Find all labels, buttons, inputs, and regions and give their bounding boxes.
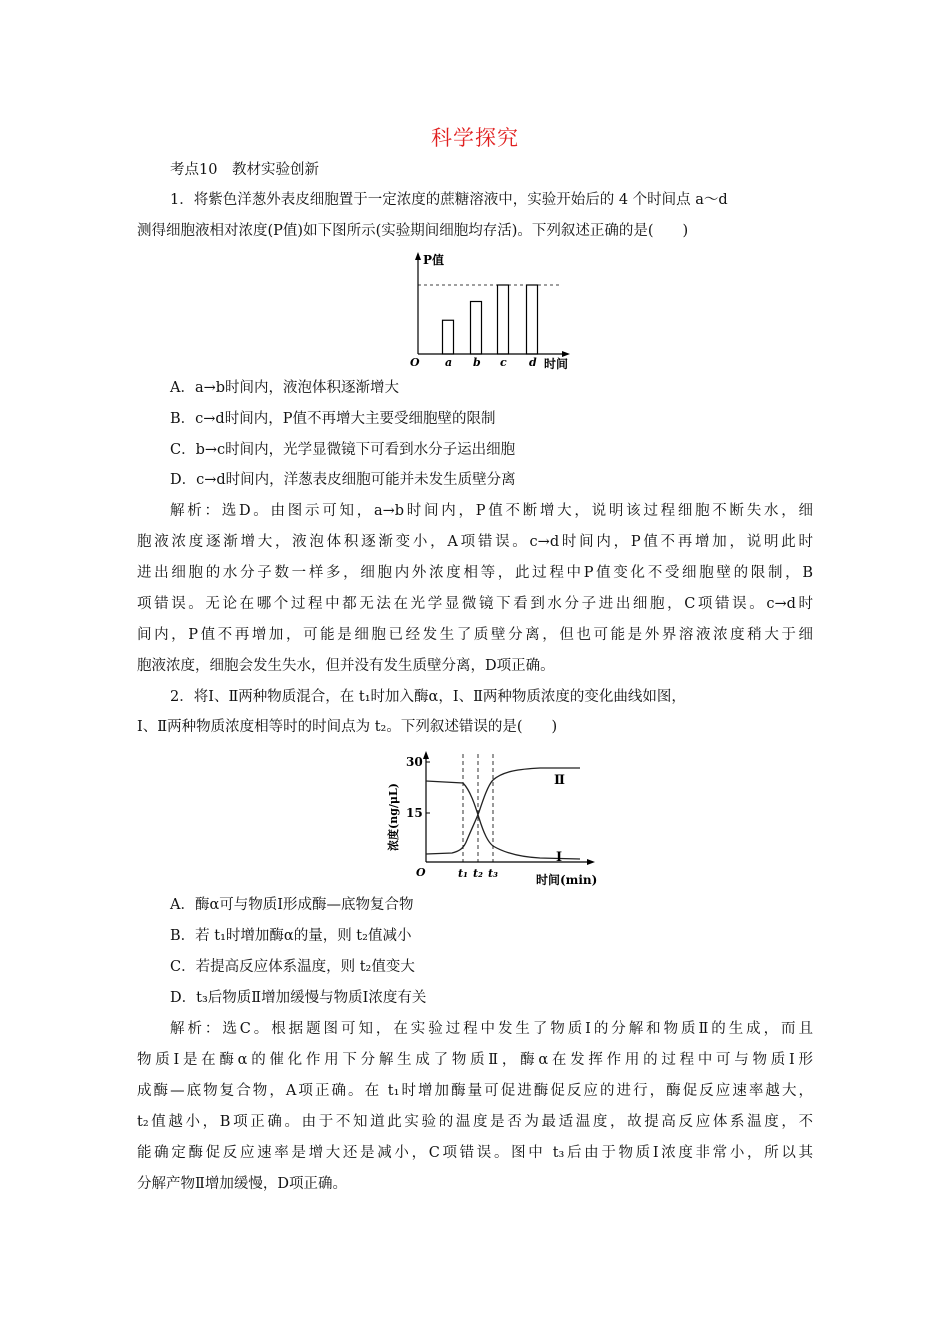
q2-analysis-line: t₂值越小，B项正确。由于不知道此实验的温度是否为最适温度，故提高反应体系温度，不 bbox=[137, 1114, 813, 1130]
origin-label: O bbox=[410, 356, 420, 369]
q2-stem-line1: 2．将Ⅰ、Ⅱ两种物质混合，在 t₁时加入酶α，Ⅰ、Ⅱ两种物质浓度的变化曲线如图， bbox=[170, 689, 686, 705]
q1-bar-chart bbox=[400, 250, 580, 375]
q2-option-c: C．若提高反应体系温度，则 t₂值变大 bbox=[170, 959, 415, 975]
series-ii-label: Ⅱ bbox=[554, 773, 565, 788]
q2-analysis-line: 成酶—底物复合物，A项正确。在 t₁时增加酶量可促进酶促反应的进行，酶促反应速率越大， bbox=[137, 1083, 813, 1099]
x-tick-label-d: d bbox=[529, 356, 537, 369]
q1-analysis-line: 项错误。无论在哪个过程中都无法在光学显微镜下看到水分子进出细胞，C项错误。c→d时 bbox=[137, 596, 813, 612]
y-tick-label-30: 30 bbox=[406, 755, 423, 769]
q1-analysis-line: 进出细胞的水分子数一样多，细胞内外浓度相等，此过程中P值变化不受细胞壁的限制，B bbox=[137, 565, 813, 581]
q2-stem-line2: Ⅰ、Ⅱ两种物质浓度相等时的时间点为 t₂。下列叙述错误的是( ) bbox=[137, 719, 558, 735]
x-axis-label: 时间 bbox=[544, 357, 569, 371]
q2-option-a: A．酶α可与物质Ⅰ形成酶—底物复合物 bbox=[170, 897, 414, 913]
x-tick-label-a: a bbox=[445, 356, 453, 369]
q2-option-b: B．若 t₁时增加酶α的量，则 t₂值减小 bbox=[170, 928, 412, 944]
origin-label: O bbox=[416, 866, 426, 879]
q2-analysis-line: 能确定酶促反应速率是增大还是减小，C项错误。图中 t₃后由于物质Ⅰ浓度非常小，所以其 bbox=[137, 1145, 813, 1161]
series-i-label: Ⅰ bbox=[556, 850, 563, 865]
y-tick-label-15: 15 bbox=[406, 806, 423, 820]
q2-option-d: D．t₃后物质Ⅱ增加缓慢与物质Ⅰ浓度有关 bbox=[170, 990, 427, 1006]
bar-a bbox=[443, 320, 454, 354]
q1-stem-line1: 1．将紫色洋葱外表皮细胞置于一定浓度的蔗糖溶液中，实验开始后的 4 个时间点 a～d bbox=[170, 192, 728, 208]
q1-option-d: D．c→d时间内，洋葱表皮细胞可能并未发生质壁分离 bbox=[170, 472, 516, 488]
q1-analysis-line: 胞液浓度，细胞会发生失水，但并没有发生质壁分离，D项正确。 bbox=[137, 658, 555, 674]
x-tick-label-t3: t₃ bbox=[488, 867, 498, 880]
x-tick-label-t1: t₁ bbox=[458, 867, 468, 880]
q1-option-b: B．c→d时间内，P值不再增大主要受细胞壁的限制 bbox=[170, 411, 496, 427]
q2-analysis-line: 物质Ⅰ是在酶α的催化作用下分解生成了物质Ⅱ，酶α在发挥作用的过程中可与物质Ⅰ形 bbox=[137, 1052, 813, 1068]
y-axis-arrow bbox=[415, 252, 421, 260]
q1-option-c: C．b→c时间内，光学显微镜下可看到水分子运出细胞 bbox=[170, 442, 516, 458]
q1-analysis-line: 间内，P值不再增加，可能是细胞已经发生了质壁分离，但也可能是外界溶液浓度稍大于细 bbox=[137, 627, 813, 643]
x-tick-label-t2: t₂ bbox=[473, 867, 483, 880]
q1-analysis-line: 胞液浓度逐渐增大，液泡体积逐渐变小，A项错误。c→d时间内，P值不再增加，说明此时 bbox=[137, 534, 813, 550]
q1-stem-line2: 测得细胞液相对浓度(P值)如下图所示(实验期间细胞均存活)。下列叙述正确的是( ) bbox=[137, 223, 689, 239]
q1-option-a: A．a→b时间内，液泡体积逐渐增大 bbox=[170, 380, 400, 396]
x-axis-arrow bbox=[587, 859, 595, 865]
series-i-curve bbox=[426, 781, 580, 859]
q1-analysis-line: 解析：选D。由图示可知，a→b时间内，P值不断增大，说明该过程细胞不断失水，细 bbox=[170, 503, 813, 519]
y-axis-label: P值 bbox=[423, 253, 445, 267]
q2-analysis-line: 分解产物Ⅱ增加缓慢，D项正确。 bbox=[137, 1176, 347, 1192]
bar-d bbox=[527, 285, 538, 354]
page-title: 科学探究 bbox=[431, 126, 519, 150]
y-axis-label: 浓度(ng/μL) bbox=[387, 783, 400, 851]
y-axis-arrow bbox=[423, 751, 429, 759]
q2-analysis-line: 解析：选C。根据题图可知，在实验过程中发生了物质Ⅰ的分解和物质Ⅱ的生成，而且 bbox=[170, 1021, 813, 1037]
q2-line-chart bbox=[380, 750, 610, 890]
section-heading: 考点10 教材实验创新 bbox=[170, 162, 319, 178]
x-axis-label: 时间(min) bbox=[536, 873, 598, 887]
bar-b bbox=[471, 302, 482, 355]
bar-c bbox=[498, 285, 509, 354]
x-tick-label-c: c bbox=[500, 356, 507, 369]
x-tick-label-b: b bbox=[473, 356, 481, 369]
